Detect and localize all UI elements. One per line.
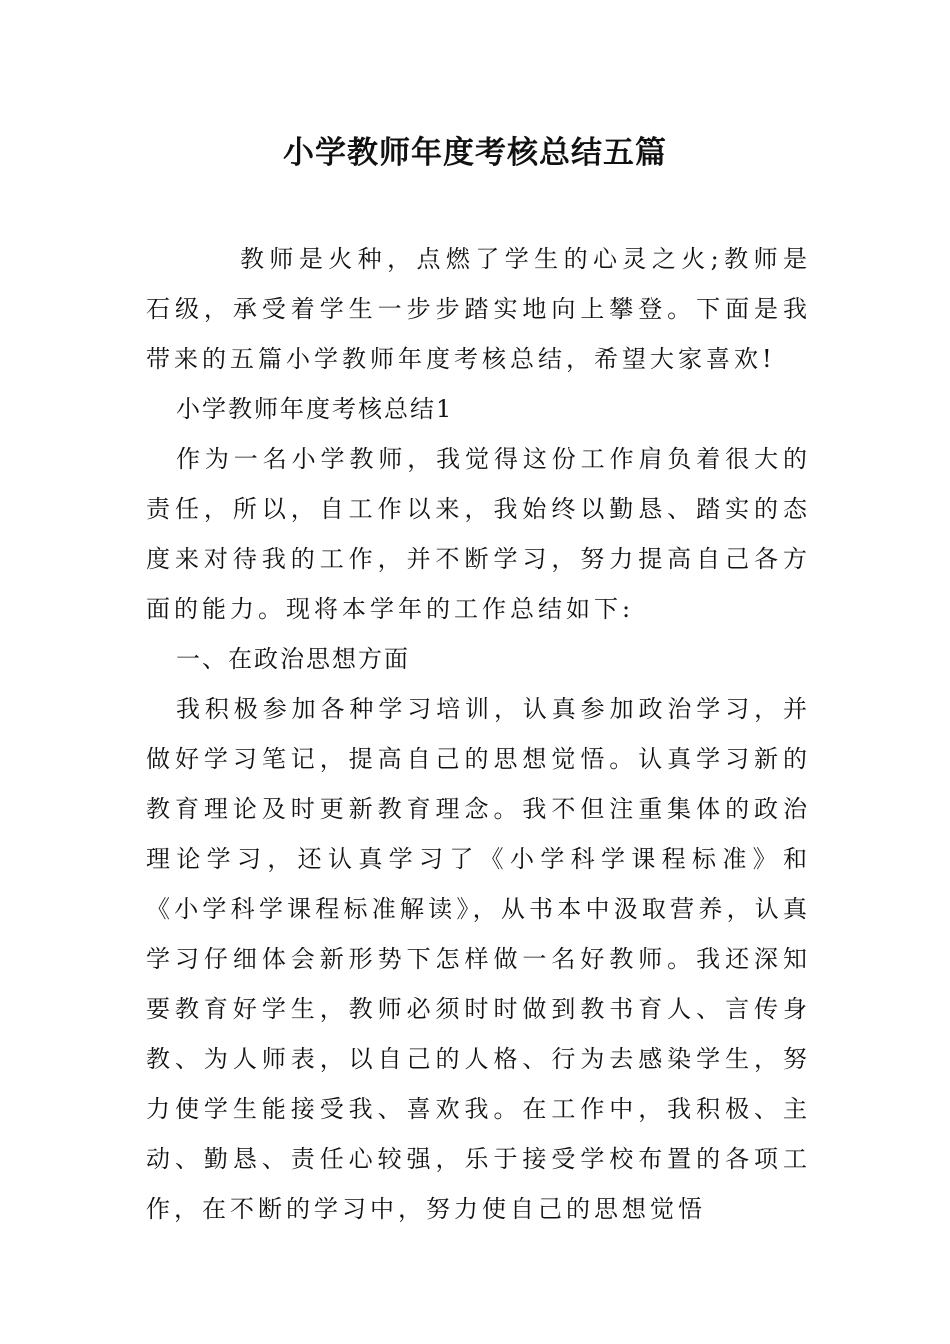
document-title: 小学教师年度考核总结五篇 xyxy=(283,135,667,171)
body-paragraph: 我积极参加各种学习培训，认真参加政治学习，并做好学习笔记，提高自己的思想觉悟。认真学习新的教育理论及时更新教育理念。我不但注重集体的政治理论学习，还认真学习了《小学科学课程标准》和《小学科学课程标准解读》，从书本中汲取营养，认真学习仔细体会新形势下怎样做一名好教师。我还深知要教育好学生，教师必须时时做到教书育人、言传身教、为人师表，以自己的人格、行为去感染学生，努力使学生能接受我、喜欢我。在工作中，我积极、主动、勤恳、责任心较强，乐于接受学校布置的各项工作，在不断的学习中，努力使自己的思想觉悟 xyxy=(146,695,811,1223)
section-heading-political-thought: 一、在政治思想方面 xyxy=(176,645,410,673)
body-paragraph: 作为一名小学教师，我觉得这份工作肩负着很大的责任，所以，自工作以来，我始终以勤恳、踏实的态度来对待我的工作，并不断学习，努力提高自己各方面的能力。现将本学年的工作总结如下: xyxy=(146,445,811,623)
intro-paragraph: 教师是火种，点燃了学生的心灵之火;教师是石级，承受着学生一步步踏实地向上攀登。下面是我带来的五篇小学教师年度考核总结，希望大家喜欢! xyxy=(146,245,811,373)
section-heading-summary-1: 小学教师年度考核总结1 xyxy=(176,395,454,423)
document-body xyxy=(146,234,811,1234)
